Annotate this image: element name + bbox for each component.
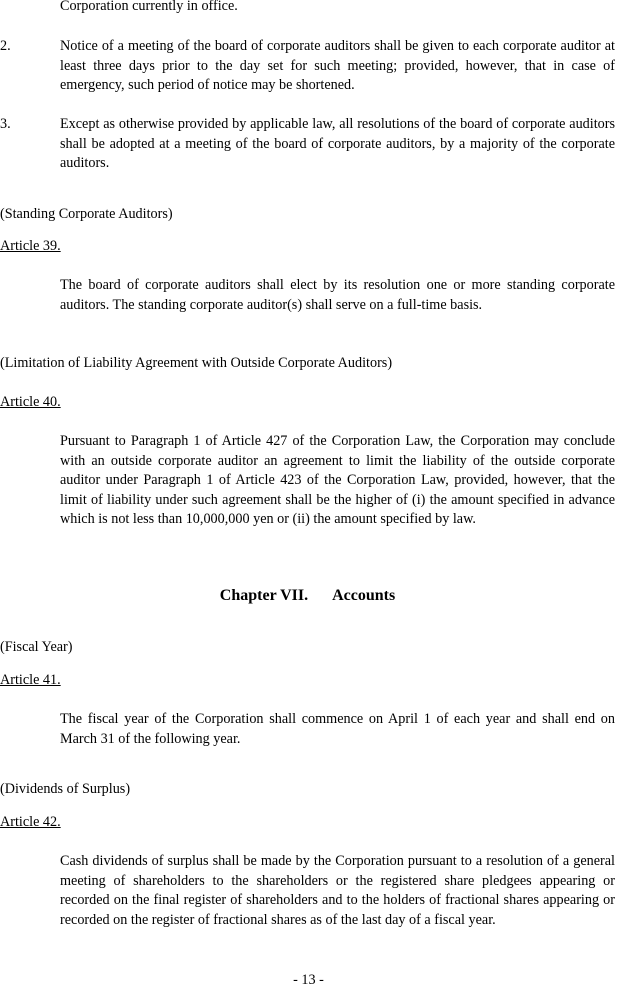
paragraph-text: Except as otherwise provided by applicable law, all resolutions of the board of corporate auditors shall be adopted at a meeting of the board of corporate auditors, by a majority of the corporate auditors.	[60, 116, 615, 171]
article-39-text: The board of corporate auditors shall elect by its resolution one or more standing corporate auditors. The standing corporate auditor(s) shall serve on a full-time basis.	[60, 277, 615, 313]
article-40-label: Article 40.	[0, 394, 61, 410]
article-42-label: Article 42.	[0, 814, 61, 830]
carryover-paragraph: Corporation currently in office.	[60, 0, 238, 14]
paragraph-number: 2.	[0, 38, 11, 54]
article-39-label: Article 39.	[0, 238, 61, 254]
chapter-heading	[0, 586, 615, 606]
article-40-text: Pursuant to Paragraph 1 of Article 427 of the Corporation Law, the Corporation may conclude with an outside corporate auditor an agreement to limit the liability of the outside corporate auditor under Paragraph 1 of Article 423 of the Corporation Law, provided, however, that the limit of liability under such agreement shall be the higher of (i) the amount specified in advance which is not less than 10,000,000 yen or (ii) the amount specified by law.	[60, 433, 615, 527]
page-number: - 13 -	[293, 972, 324, 988]
chapter-number: Chapter VII.	[219, 587, 309, 604]
article-41-text: The fiscal year of the Corporation shall commence on April 1 of each year and shall end on March 31 of the following year.	[60, 711, 615, 747]
article-39-heading: (Standing Corporate Auditors)	[0, 206, 173, 222]
article-42-text: Cash dividends of surplus shall be made by the Corporation pursuant to a resolution of a general meeting of shareholders to the shareholders or the registered share pledgees appearing or recorded on the final register of shareholders and to the holders of fractional shares appearing or recorded on the register of fractional shares as of the last day of a fiscal year.	[60, 853, 615, 928]
article-42-heading: (Dividends of Surplus)	[0, 781, 131, 797]
article-41-heading: (Fiscal Year)	[0, 639, 73, 655]
paragraph-number: 3.	[0, 116, 11, 132]
chapter-title: Accounts	[332, 587, 396, 604]
paragraph-text: Notice of a meeting of the board of corporate auditors shall be given to each corporate auditor at least three days prior to the day set for such meeting; provided, however, that in case of emergency, such period of notice may be shortened.	[60, 38, 615, 93]
article-40-heading: (Limitation of Liability Agreement with Outside Corporate Auditors)	[0, 355, 393, 371]
article-41-label: Article 41.	[0, 672, 61, 688]
